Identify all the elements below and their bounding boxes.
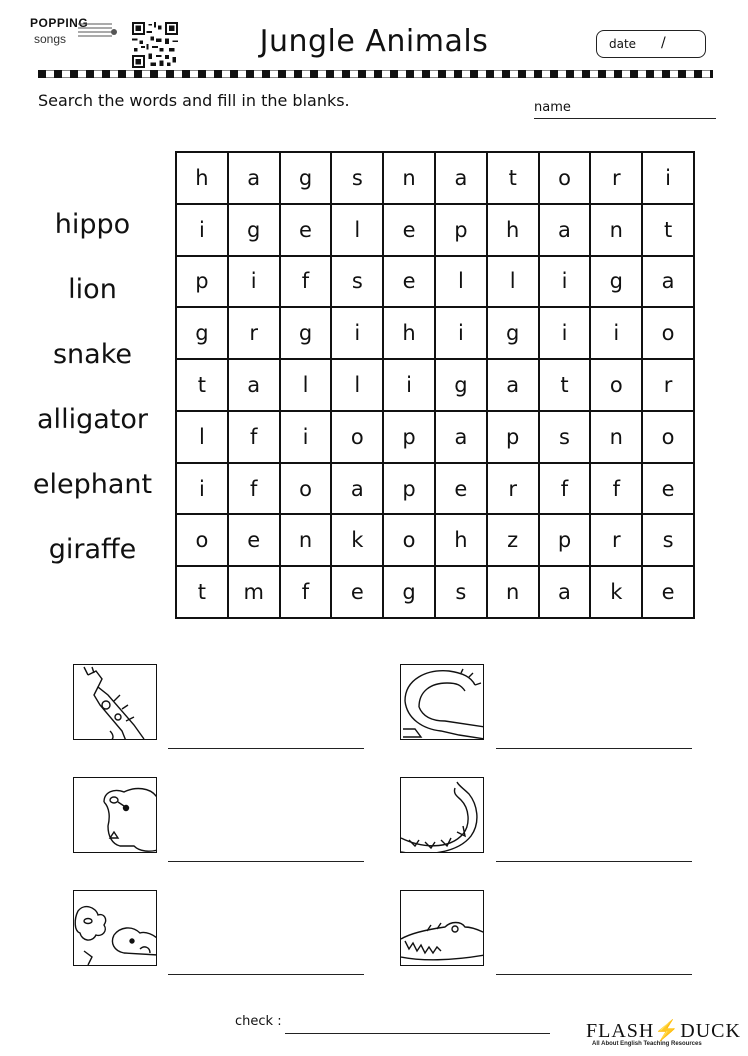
lightning-bolt-icon: ⚡ (654, 1020, 681, 1042)
grid-cell[interactable]: f (228, 463, 280, 515)
grid-cell[interactable]: s (539, 411, 591, 463)
check-label: check : (235, 1014, 282, 1029)
grid-cell[interactable]: f (539, 463, 591, 515)
grid-cell[interactable]: i (383, 359, 435, 411)
grid-cell[interactable]: i (590, 307, 642, 359)
grid-cell[interactable]: f (280, 566, 332, 618)
grid-cell[interactable]: n (280, 514, 332, 566)
snake-icon (401, 665, 484, 740)
grid-cell[interactable]: g (435, 359, 487, 411)
grid-cell[interactable]: o (642, 411, 694, 463)
grid-cell[interactable]: h (435, 514, 487, 566)
grid-cell[interactable]: n (590, 204, 642, 256)
brand-part-2: DUCK (680, 1020, 741, 1042)
picture-box-alligator-head (400, 890, 484, 966)
grid-cell[interactable]: g (383, 566, 435, 618)
grid-cell[interactable]: i (176, 463, 228, 515)
grid-cell[interactable]: r (590, 514, 642, 566)
word-list-item: elephant (32, 469, 153, 500)
name-input-line[interactable] (534, 118, 716, 119)
picture-box-hippo (73, 777, 157, 853)
grid-cell[interactable]: r (590, 152, 642, 204)
brand-name (586, 1018, 741, 1043)
checkered-divider (38, 70, 713, 78)
check-input-line[interactable] (285, 1033, 550, 1034)
grid-cell[interactable]: g (228, 204, 280, 256)
grid-cell[interactable]: i (176, 204, 228, 256)
grid-cell[interactable]: a (228, 152, 280, 204)
grid-cell[interactable]: h (176, 152, 228, 204)
grid-cell[interactable]: i (642, 152, 694, 204)
grid-cell[interactable]: g (590, 256, 642, 308)
date-field[interactable] (596, 30, 706, 58)
grid-cell[interactable]: l (331, 204, 383, 256)
grid-cell[interactable]: r (487, 463, 539, 515)
logo-popping-text: POPPING (30, 16, 89, 30)
hippo-icon (74, 778, 157, 853)
grid-cell[interactable]: i (228, 256, 280, 308)
grid-cell[interactable]: e (383, 256, 435, 308)
word-list-item: hippo (54, 209, 131, 240)
grid-cell[interactable]: a (487, 359, 539, 411)
grid-cell[interactable]: o (280, 463, 332, 515)
brand-tagline: All About English Teaching Resources (592, 1041, 702, 1047)
grid-cell[interactable]: a (539, 204, 591, 256)
grid-cell[interactable]: o (590, 359, 642, 411)
grid-cell[interactable]: n (590, 411, 642, 463)
grid-cell[interactable]: s (435, 566, 487, 618)
grid-cell[interactable]: n (383, 152, 435, 204)
grid-cell[interactable]: e (383, 204, 435, 256)
date-label: date (609, 37, 637, 51)
grid-cell[interactable]: f (280, 256, 332, 308)
logo-songs-text: songs (34, 32, 67, 46)
grid-cell[interactable]: k (590, 566, 642, 618)
grid-cell[interactable]: e (642, 566, 694, 618)
grid-cell[interactable]: o (642, 307, 694, 359)
grid-cell[interactable]: m (228, 566, 280, 618)
grid-cell[interactable]: g (176, 307, 228, 359)
word-list-item: alligator (37, 404, 148, 435)
grid-cell[interactable]: e (642, 463, 694, 515)
grid-cell[interactable]: t (176, 359, 228, 411)
grid-cell[interactable]: e (331, 566, 383, 618)
giraffe-icon (74, 665, 157, 740)
flashduck-logo (586, 1018, 741, 1050)
grid-cell[interactable]: a (435, 411, 487, 463)
grid-cell[interactable]: o (539, 152, 591, 204)
grid-cell[interactable]: i (539, 256, 591, 308)
grid-cell[interactable]: t (642, 204, 694, 256)
grid-cell[interactable]: p (383, 411, 435, 463)
name-label: name (534, 100, 571, 115)
grid-cell[interactable]: i (331, 307, 383, 359)
grid-cell[interactable]: i (280, 411, 332, 463)
grid-cell[interactable]: t (487, 152, 539, 204)
grid-cell[interactable]: a (331, 463, 383, 515)
grid-cell[interactable]: n (487, 566, 539, 618)
grid-cell[interactable]: p (176, 256, 228, 308)
grid-cell[interactable]: o (383, 514, 435, 566)
word-list-item: lion (68, 274, 117, 305)
grid-cell[interactable]: g (280, 152, 332, 204)
word-list-item: snake (52, 339, 132, 370)
grid-cell[interactable]: p (435, 204, 487, 256)
grid-cell[interactable]: f (228, 411, 280, 463)
grid-cell[interactable]: i (539, 307, 591, 359)
alligator-tail-icon (401, 778, 484, 853)
answer-line[interactable] (496, 861, 692, 862)
grid-cell[interactable]: p (487, 411, 539, 463)
grid-cell[interactable]: t (539, 359, 591, 411)
alligator-head-icon (401, 891, 484, 966)
answer-line[interactable] (168, 861, 364, 862)
grid-cell[interactable]: f (590, 463, 642, 515)
grid-cell[interactable]: g (280, 307, 332, 359)
grid-cell[interactable]: o (176, 514, 228, 566)
grid-cell[interactable]: a (642, 256, 694, 308)
grid-cell[interactable]: a (539, 566, 591, 618)
grid-cell[interactable]: e (228, 514, 280, 566)
grid-cell[interactable]: a (435, 152, 487, 204)
grid-cell[interactable]: e (280, 204, 332, 256)
picture-box-snake (400, 664, 484, 740)
answer-line[interactable] (168, 748, 364, 749)
answer-line[interactable] (168, 974, 364, 975)
answer-line[interactable] (496, 748, 692, 749)
grid-cell[interactable]: h (383, 307, 435, 359)
picture-box-giraffe (73, 664, 157, 740)
grid-cell[interactable]: i (435, 307, 487, 359)
grid-cell[interactable]: s (331, 152, 383, 204)
grid-cell[interactable]: l (331, 359, 383, 411)
grid-cell[interactable]: p (383, 463, 435, 515)
grid-cell[interactable]: s (642, 514, 694, 566)
grid-cell[interactable]: l (176, 411, 228, 463)
grid-cell[interactable]: p (539, 514, 591, 566)
word-list-item: giraffe (48, 534, 137, 565)
grid-cell[interactable]: l (280, 359, 332, 411)
grid-cell[interactable]: o (331, 411, 383, 463)
page-title: Jungle Animals (259, 24, 489, 59)
picture-box-lion (73, 890, 157, 966)
brand-part-1: FLASH (586, 1020, 655, 1042)
date-separator: / (661, 35, 666, 51)
answer-line[interactable] (496, 974, 692, 975)
grid-cell[interactable]: l (435, 256, 487, 308)
word-search-grid[interactable] (175, 151, 695, 619)
grid-cell[interactable]: r (642, 359, 694, 411)
picture-box-alligator-tail (400, 777, 484, 853)
grid-cell[interactable]: a (228, 359, 280, 411)
grid-cell[interactable]: z (487, 514, 539, 566)
grid-cell[interactable]: e (435, 463, 487, 515)
grid-cell[interactable]: h (487, 204, 539, 256)
grid-cell[interactable]: t (176, 566, 228, 618)
grid-cell[interactable]: s (331, 256, 383, 308)
grid-cell[interactable]: r (228, 307, 280, 359)
grid-cell[interactable]: l (487, 256, 539, 308)
grid-cell[interactable]: g (487, 307, 539, 359)
grid-cell[interactable]: k (331, 514, 383, 566)
instruction-text: Search the words and fill in the blanks. (38, 91, 350, 110)
lion-icon (74, 891, 157, 966)
